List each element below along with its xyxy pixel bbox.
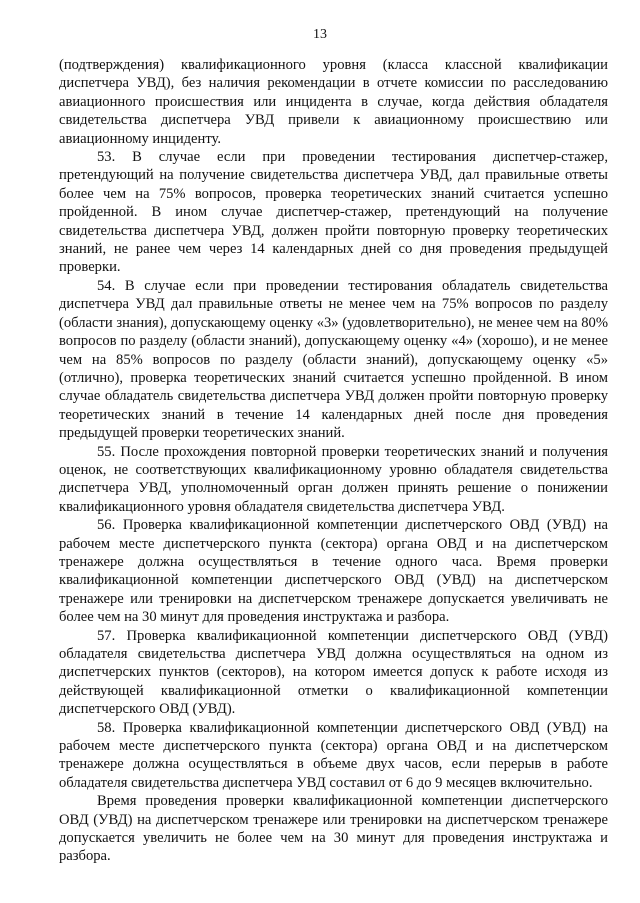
page-number: 13 [313,27,327,42]
paragraph-item-56: 56. Проверка квалификационной компетенции диспетчерского ОВД (УВД) на рабочем месте диспетчерского пункта (сектора) органа ОВД и на диспетчерском тренажере должна осуществляться в течение одного часа. Время проверки квалификационной компетенции диспетчерского ОВД (УВД) на диспетчерском тренажере или тренировки на диспетчерском тренажере допускается увеличивать не более чем на 30 минут для проведения инструктажа и разбора. [59,517,608,626]
paragraph-item-55: 55. После прохождения повторной проверки теоретических знаний и получения оценок, не соответствующих квалификационному уровню обладателя свидетельства диспетчера УВД, уполномоченный орган должен принять решение о понижении квалификационного уровня обладателя свидетельства диспетчера УВД. [59,443,608,515]
paragraph-item-58: 58. Проверка квалификационной компетенции диспетчерского ОВД (УВД) на рабочем месте диспетчерского пункта (сектора) органа ОВД и на диспетчерском тренажере должна осуществляться в объеме двух часов, если перерыв в работе обладателя свидетельства диспетчера УВД составил от 6 до 9 месяцев включительно. [59,719,608,791]
paragraph-item-54: 54. В случае если при проведении тестирования обладатель свидетельства диспетчера УВД дал правильные ответы не менее чем на 75% вопросов по разделу (области знания), допускающему оценку «3» (удовлетворительно), не менее чем на 80% вопросов по разделу (области знаний), допускающему оценку «4» (хорошо), и не менее чем на 85% вопросов по разделу (области знаний), допускающему оценку «5» (отлично), проверка теоретических знаний считается успешно пройденной. В ином случае обладатель свидетельства диспетчера УВД должен пройти повторную проверку теоретических знаний в течение 14 календарных дней после дня проведения предыдущей проверки теоретических знаний. [59,277,608,442]
paragraph-item-58-time: Время проведения проверки квалификационной компетенции диспетчерского ОВД (УВД) на диспетчерском тренажере или тренировки на диспетчерском тренажере допускается увеличить не более чем на 30 минут для проведения инструктажа и разбора. [59,793,608,865]
paragraph-item-57: 57. Проверка квалификационной компетенции диспетчерского ОВД (УВД) обладателя свидетельства диспетчера УВД должна осуществляться на одном из диспетчерских пунктов (секторов), на котором имеется допуск к работе исходя из действующей квалификационной отметки о квалификационной компетенции диспетчерского ОВД (УВД). [59,627,608,718]
document-body [59,56,608,866]
paragraph-item-53: 53. В случае если при проведении тестирования диспетчер-стажер, претендующий на получение свидетельства диспетчера УВД, дал правильные ответы более чем на 75% вопросов, проверка теоретических знаний считается успешно пройденной. В ином случае диспетчер-стажер, претендующий на получение свидетельства диспетчера УВД, должен пройти повторную проверку теоретических знаний, не ранее чем через 14 календарных дней со дня проведения предыдущей проверки. [59,149,608,276]
paragraph-continuation: (подтверждения) квалификационного уровня (класса классной квалификации диспетчера УВД), без наличия рекомендации в отчете комиссии по расследованию авиационного происшествия или инцидента в случае, когда действия обладателя свидетельства диспетчера УВД привели к авиационному происшествию или авиационному инциденту. [59,57,608,147]
